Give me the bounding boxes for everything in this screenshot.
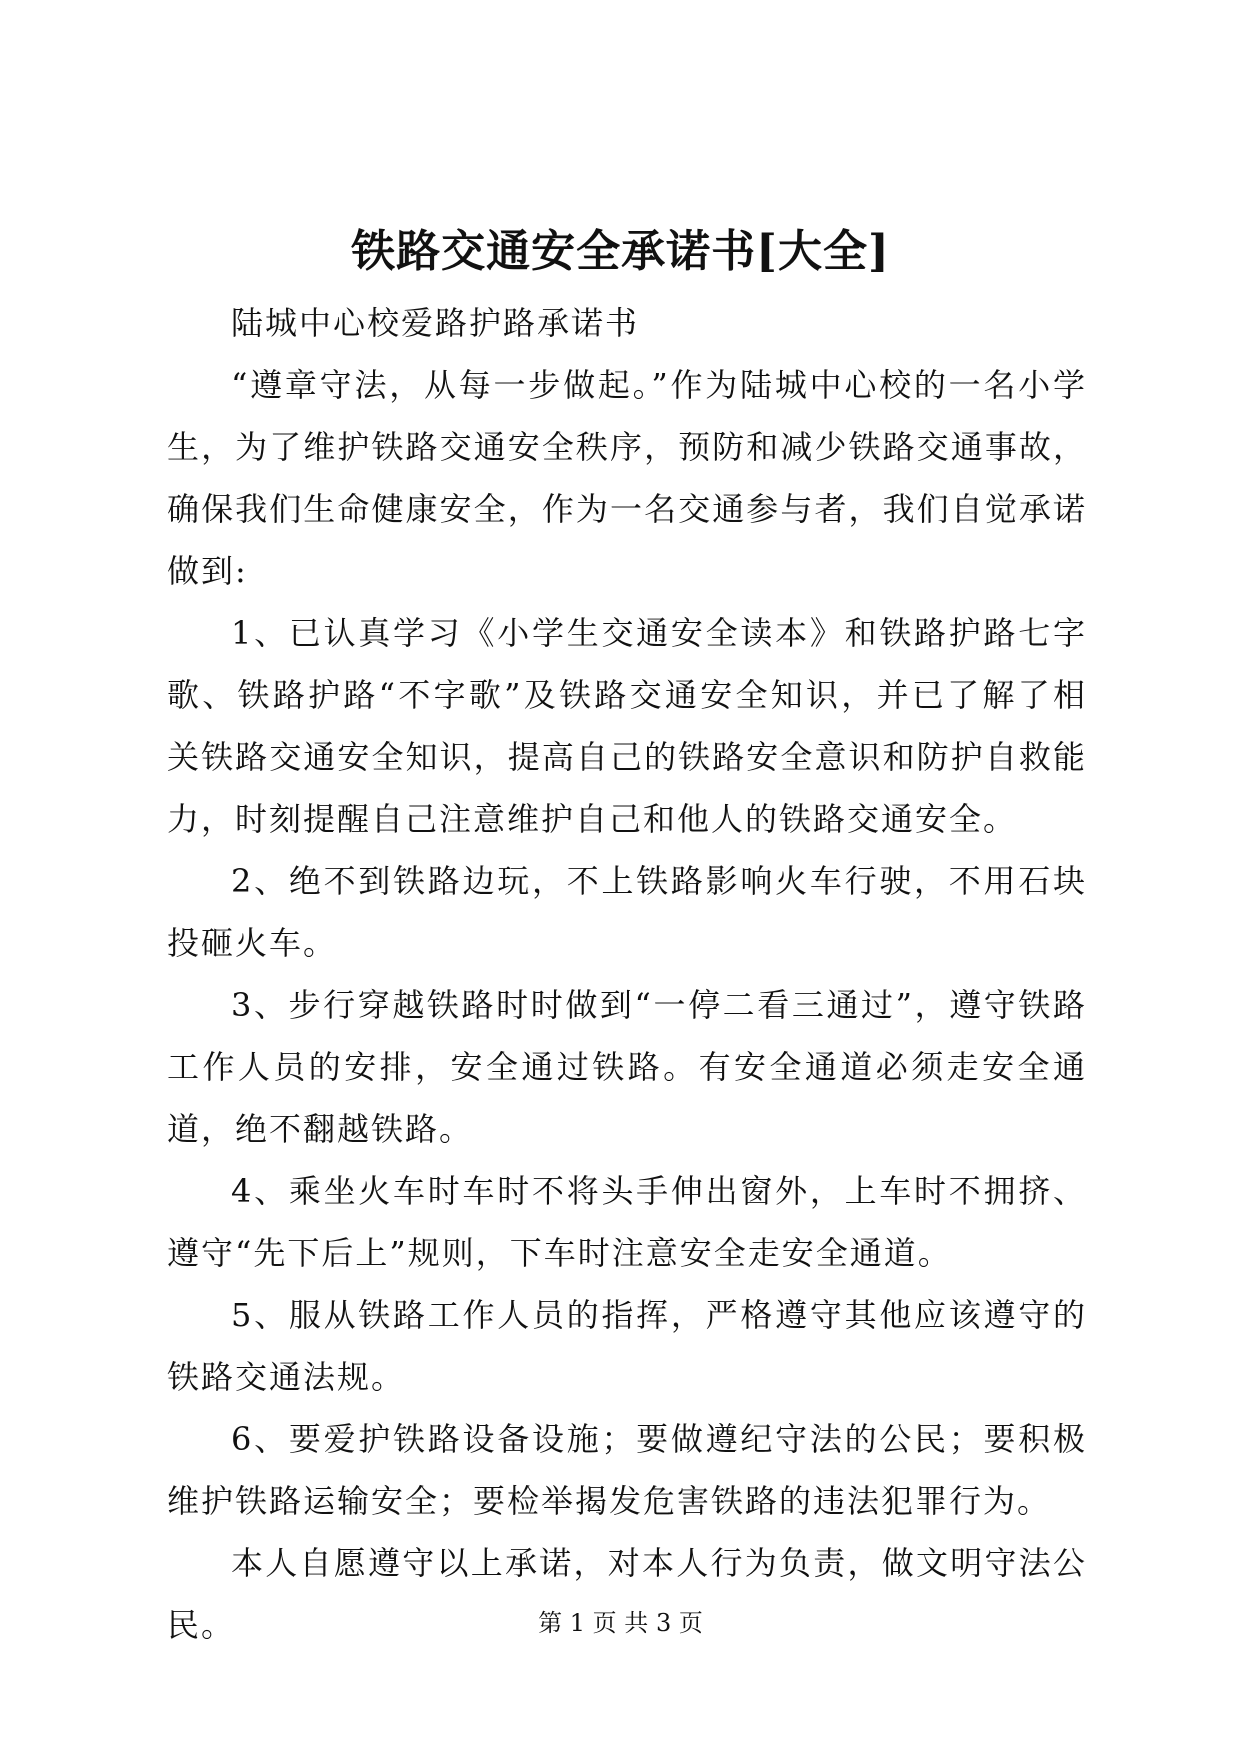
paragraph-item-3: 3、步行穿越铁路时时做到“一停二看三通过”，遵守铁路工作人员的安排，安全通过铁路。有安全通道必须走安全通道，绝不翻越铁路。 [167,986,1087,1148]
paragraph-item-1: 1、已认真学习《小学生交通安全读本》和铁路护路七字歌、铁路护路“不字歌”及铁路交通安全知识，并已了解了相关铁路交通安全知识，提高自己的铁路安全意识和防护自救能力，时刻提醒自己注意维护自己和他人的铁路交通安全。 [167,614,1087,838]
paragraph-item-4: 4、乘坐火车时车时不将头手伸出窗外，上车时不拥挤、遵守“先下后上”规则，下车时注意安全走安全通道。 [167,1172,1087,1272]
paragraph-item-5: 5、服从铁路工作人员的指挥，严格遵守其他应该遵守的铁路交通法规。 [167,1296,1087,1396]
paragraph-heading: 陆城中心校爱路护路承诺书 [231,304,640,342]
paragraph-intro: “遵章守法，从每一步做起。”作为陆城中心校的一名小学生，为了维护铁路交通安全秩序，预防和减少铁路交通事故，确保我们生命健康安全，作为一名交通参与者，我们自觉承诺做到: [167,366,1087,590]
document-title: 铁路交通安全承诺书[大全] [351,226,890,277]
paragraph-item-6: 6、要爱护铁路设备设施；要做遵纪守法的公民；要积极维护铁路运输安全；要检举揭发危害铁路的违法犯罪行为。 [167,1420,1087,1520]
paragraph-closing: 本人自愿遵守以上承诺，对本人行为负责，做文明守法公民。 [167,1544,1087,1644]
paragraph-item-2: 2、绝不到铁路边玩，不上铁路影响火车行驶，不用石块投砸火车。 [167,862,1087,962]
document-body [167,292,1087,1656]
page-footer: 第 1 页 共 3 页 [538,1609,703,1637]
